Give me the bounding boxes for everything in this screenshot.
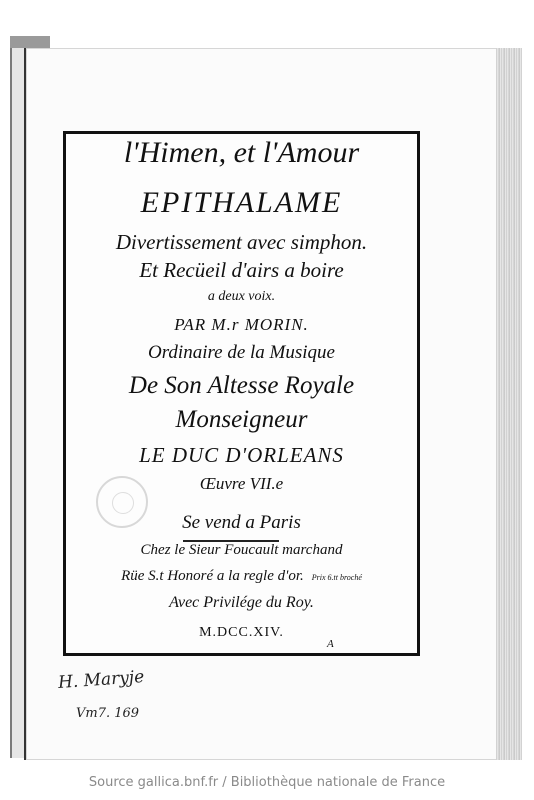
shelfmark-annotation: Vm7. 169 (76, 706, 140, 721)
monseigneur-line: Monseigneur (175, 406, 308, 433)
title-frame (63, 131, 420, 656)
patron-line: De Son Altesse Royale (128, 372, 355, 399)
page-edges (496, 48, 522, 760)
title-line-himen: l'Himen, et l'Amour (123, 136, 360, 169)
source-credit: Source gallica.bnf.fr / Bibliothèque nationale de France (88, 775, 446, 790)
subtitle-divertissement: Divertissement avec simphon. (115, 230, 368, 254)
author-line: PAR M.r MORIN. (174, 315, 309, 334)
subtitle-recueil: Et Recüeil d'airs a boire (139, 258, 344, 282)
address-line (66, 567, 417, 585)
separator-rule (183, 540, 279, 542)
privilege-line: Avec Privilége du Roy. (169, 594, 314, 611)
price-text: Prix 6.tt broché (311, 573, 362, 582)
sale-line: Se vend a Paris (182, 512, 301, 533)
address-text: Rüe S.t Honoré a la regle d'or. (121, 568, 304, 584)
author-office: Ordinaire de la Musique (148, 342, 335, 363)
handwritten-signature: H. Maryje (57, 667, 145, 693)
page-mark: A (327, 638, 334, 650)
book-cover-corner (10, 36, 50, 48)
date-line: M.DCC.XIV. (199, 625, 284, 640)
subtitle-deux-voix: a deux voix. (207, 289, 276, 304)
seller-line: Chez le Sieur Foucault marchand (140, 542, 343, 558)
opus-line: Œuvre VII.e (199, 474, 284, 493)
title-epithalame: EPITHALAME (140, 186, 343, 219)
library-stamp-icon (96, 476, 148, 528)
duke-line: LE DUC D'ORLEANS (139, 443, 344, 467)
